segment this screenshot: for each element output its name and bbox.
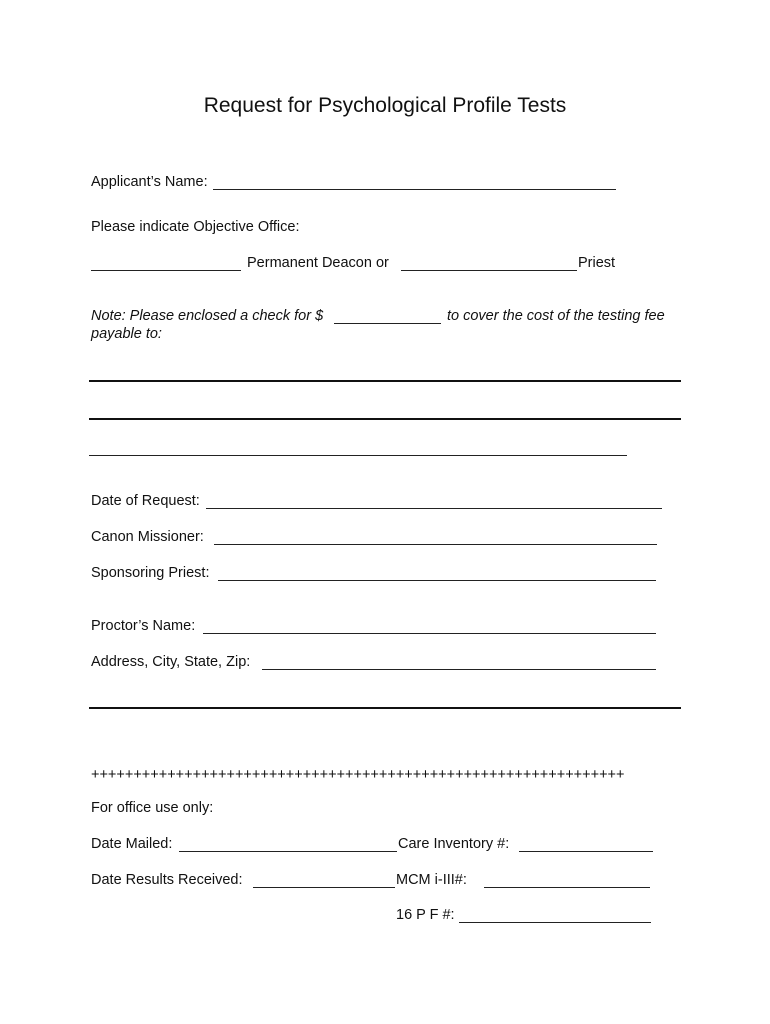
check-amount-field[interactable] (334, 323, 441, 324)
address-field[interactable] (262, 669, 656, 670)
priest-field[interactable] (401, 270, 577, 271)
sponsoring-priest-field[interactable] (218, 580, 656, 581)
permanent-deacon-label: Permanent Deacon or (247, 255, 389, 271)
proctor-name-label: Proctor’s Name: (91, 618, 196, 634)
note-check-label: Note: Please enclosed a check for $ (91, 308, 324, 324)
address-label: Address, City, State, Zip: (91, 654, 251, 670)
care-inventory-label: Care Inventory #: (398, 836, 510, 852)
note-payable-label: payable to: (91, 326, 162, 342)
applicant-name-field[interactable] (213, 189, 616, 190)
pf-field[interactable] (459, 922, 651, 923)
date-of-request-label: Date of Request: (91, 493, 200, 509)
objective-office-label: Please indicate Objective Office: (91, 219, 300, 235)
permanent-deacon-field[interactable] (91, 270, 241, 271)
address-line-2[interactable] (89, 707, 681, 709)
separator-line: +++++++++++++++++++++++++++++++++++++++++++++++++++++++++++++++ (91, 767, 625, 783)
priest-label: Priest (578, 255, 616, 271)
payable-to-line-2[interactable] (89, 418, 681, 420)
date-results-field[interactable] (253, 887, 395, 888)
payable-to-line-1[interactable] (89, 380, 681, 382)
pf-label: 16 P F #: (396, 907, 455, 923)
date-mailed-label: Date Mailed: (91, 836, 173, 852)
mcm-field[interactable] (484, 887, 650, 888)
canon-missioner-field[interactable] (214, 544, 657, 545)
care-inventory-field[interactable] (519, 851, 653, 852)
date-mailed-field[interactable] (179, 851, 397, 852)
date-of-request-field[interactable] (206, 508, 662, 509)
canon-missioner-label: Canon Missioner: (91, 529, 204, 545)
office-use-label: For office use only: (91, 800, 214, 816)
sponsoring-priest-label: Sponsoring Priest: (91, 565, 210, 581)
payable-to-line-3[interactable] (89, 455, 627, 456)
form-title: Request for Psychological Profile Tests (203, 94, 567, 117)
applicant-name-label: Applicant’s Name: (91, 174, 208, 190)
mcm-label: MCM i-III#: (396, 872, 467, 888)
note-testing-fee-label: to cover the cost of the testing fee (447, 308, 665, 324)
date-results-label: Date Results Received: (91, 872, 243, 888)
proctor-name-field[interactable] (203, 633, 656, 634)
